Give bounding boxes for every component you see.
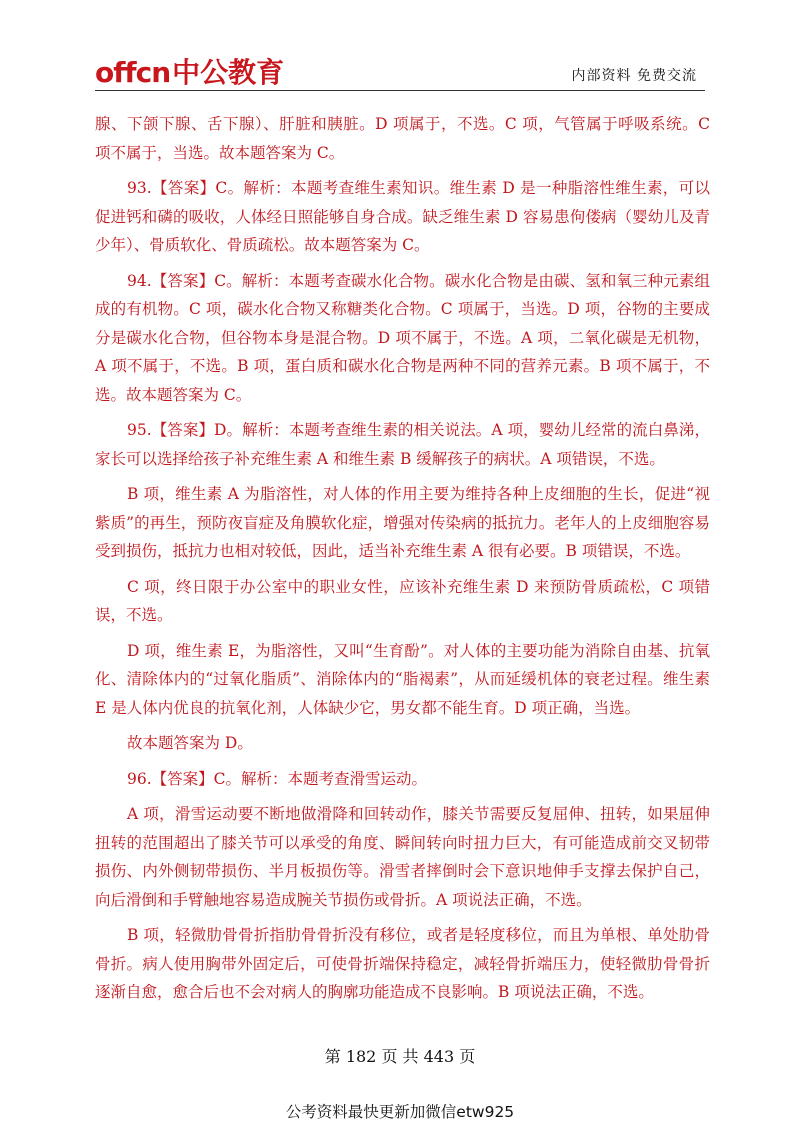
paragraph-answer-95: 95.【答案】D。解析：本题考查维生素的相关说法。A 项，婴幼儿经常的流白鼻涕，家长可以选择给孩子补充维生素 A 和维生素 B 缓解孩子的病状。A 项错误，不选。	[95, 421, 710, 468]
paragraph-answer-94: 94.【答案】C。解析：本题考查碳水化合物。碳水化合物是由碳、氢和氧三种元素组成的有机物。C 项，碳水化合物又称糖类化合物。C 项属于，当选。D 项，谷物的主要成分是碳水化合物，但谷物本身是混合物。D 项不属于，不选。A 项，二氧化碳是无机物，A 项不属于，不选。B 项，蛋白质和碳水化合物是两种不同的营养元素。B 项不属于，不选。故本题答案为 C。	[95, 271, 710, 404]
paragraph-answer-96: 96.【答案】C。解析：本题考查滑雪运动。	[127, 769, 428, 788]
header-tag: 内部资料 免费交流	[571, 68, 697, 84]
paragraph-95-conclusion: 故本题答案为 D。	[127, 734, 253, 752]
paragraph-95-option-b: B 项，维生素 A 为脂溶性，对人体的作用主要为维持各种上皮细胞的生长，促进“视紫质”的再生，预防夜盲症及角膜软化症，增强对传染病的抵抗力。老年人的上皮细胞容易受到损伤，抵抗力也相对较低，因此，适当补充维生素 A 很有必要。B 项错误，不选。	[95, 485, 710, 560]
logo-latin: offcn	[95, 56, 171, 89]
paragraph-96-option-b: B 项，轻微肋骨骨折指肋骨骨折没有移位，或者是轻度移位，而且为单根、单处肋骨骨折。病人使用胸带外固定后，可使骨折端保持稳定，减轻骨折端压力，使轻微肋骨骨折逐渐自愈，愈合后也不会对病人的胸廓功能造成不良影响。B 项说法正确，不选。	[95, 926, 710, 1001]
document-body	[95, 110, 710, 1014]
paragraph-95-option-d: D 项，维生素 E，为脂溶性，又叫“生育酚”。对人体的主要功能为消除自由基、抗氧化、清除体内的“过氧化脂质”、消除体内的“脂褐素”，从而延缓机体的衰老过程。维生素 E 是人体内优良的抗氧化剂，人体缺少它，男女都不能生育。D 项正确，当选。	[95, 641, 710, 717]
paragraph-answer-93: 93.【答案】C。解析：本题考查维生素知识。维生素 D 是一种脂溶性维生素，可以促进钙和磷的吸收，人体经日照能够自身合成。缺乏维生素 D 容易患佝偻病（婴幼儿及青少年）、骨质软化、骨质疏松。故本题答案为 C。	[95, 179, 710, 254]
paragraph-96-option-a: A 项，滑雪运动要不断地做滑降和回转动作，膝关节需要反复屈伸、扭转，如果屈伸扭转的范围超出了膝关节可以承受的角度、瞬间转向时扭力巨大，有可能造成前交叉韧带损伤、内外侧韧带损伤、半月板损伤等。滑雪者摔倒时会下意识地伸手支撑去保护自己，向后滑倒和手臂触地容易造成腕关节损伤或骨折。A 项说法正确，不选。	[95, 805, 710, 909]
page-header	[95, 56, 705, 91]
logo-chinese: 中公教育	[172, 56, 285, 89]
paragraph-continuation: 腺、下颌下腺、舌下腺）、肝脏和胰脏。D 项属于，不选。C 项，气管属于呼吸系统。C 项不属于，当选。故本题答案为 C。	[95, 115, 710, 162]
footer-note: 公考资料最快更新加微信etw925	[285, 1103, 515, 1121]
paragraph-95-option-c: C 项，终日限于办公室中的职业女性，应该补充维生素 D 来预防骨质疏松，C 项错误，不选。	[95, 577, 710, 624]
offcn-logo	[95, 58, 284, 88]
page-number: 第 182 页 共 443 页	[324, 1047, 476, 1066]
